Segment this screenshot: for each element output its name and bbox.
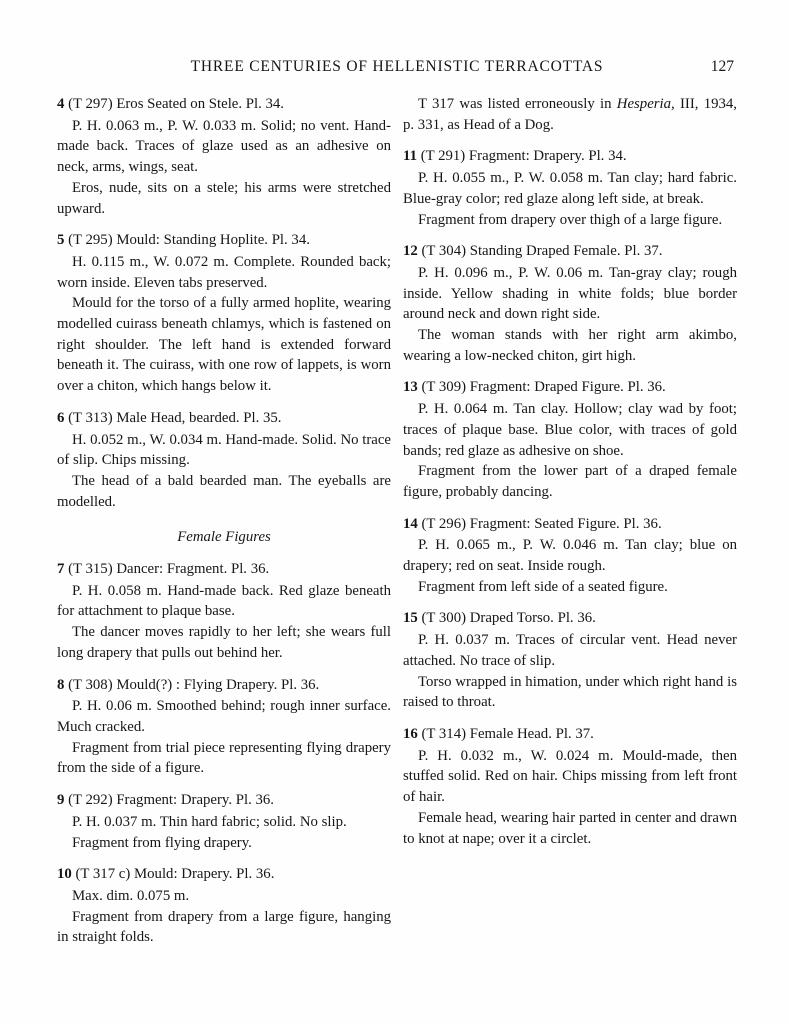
entry-paragraph: The dancer moves rapidly to her left; she wears full long drapery that pulls out behind her. xyxy=(57,624,391,661)
entry-paragraph: P. H. 0.032 m., W. 0.024 m. Mould-made, then stuffed solid. Red on hair. Chips missing from left front of hair. xyxy=(403,747,737,806)
entry-paragraph: The head of a bald bearded man. The eyeballs are modelled. xyxy=(57,472,391,510)
entry-number: 12 xyxy=(403,243,418,260)
entry-heading xyxy=(403,514,737,535)
entry-number: 7 xyxy=(57,561,65,578)
entry-paragraph: Fragment from the lower part of a draped female figure, probably dancing. xyxy=(403,463,737,500)
entry-paragraph: Fragment from left side of a seated figure. xyxy=(418,578,668,595)
entry-number: 13 xyxy=(403,379,418,396)
entry-paragraph: Torso wrapped in himation, under which right hand is raised to throat. xyxy=(403,673,737,711)
entry-title: (T 309) Fragment: Draped Figure. Pl. 36. xyxy=(421,379,666,396)
entry-7 xyxy=(57,559,391,664)
entry-number: 8 xyxy=(57,676,65,693)
continuation-pre: T 317 was listed erroneously in xyxy=(418,96,617,112)
entry-paragraph: Fragment from flying drapery. xyxy=(72,834,252,851)
entry-title: (T 295) Mould: Standing Hoplite. Pl. 34. xyxy=(68,232,310,249)
entry-heading xyxy=(57,790,391,811)
entry-number: 15 xyxy=(403,610,418,627)
continuation-paragraph xyxy=(403,94,737,135)
entry-heading xyxy=(403,377,737,398)
entry-paragraph: P. H. 0.058 m. Hand-made back. Red glaze beneath for attachment to plaque base. xyxy=(57,582,391,620)
entry-paragraph: P. H. 0.096 m., P. W. 0.06 m. Tan-gray clay; rough inside. Yellow shading in white folds; blue border around neck and down right side. xyxy=(403,264,737,323)
entry-paragraph: P. H. 0.06 m. Smoothed behind; rough inner surface. Much cracked. xyxy=(57,698,391,735)
entry-paragraph: P. H. 0.055 m., P. W. 0.058 m. Tan clay; hard fabric. Blue-gray color; red glaze along left side, at break. xyxy=(403,170,737,207)
entry-paragraph: Eros, nude, sits on a stele; his arms were stretched upward. xyxy=(57,179,391,217)
column-right xyxy=(403,94,737,948)
entry-paragraph: Female head, wearing hair parted in center and drawn to knot at nape; over it a circlet. xyxy=(403,809,737,847)
entry-title: (T 308) Mould(?) : Flying Drapery. Pl. 36. xyxy=(68,676,320,693)
entry-paragraph: P. H. 0.063 m., P. W. 0.033 m. Solid; no vent. Hand-made back. Traces of glaze used as an adhesive on neck, arms, wings, seat. xyxy=(57,117,391,176)
entry-paragraph: Max. dim. 0.075 m. xyxy=(72,887,190,904)
entry-paragraph: Fragment from trial piece representing flying drapery from the side of a figure. xyxy=(57,739,391,777)
entry-title: (T 297) Eros Seated on Stele. Pl. 34. xyxy=(68,96,285,112)
entry-number: 10 xyxy=(57,866,72,883)
page-number: 127 xyxy=(710,58,734,75)
entry-5 xyxy=(57,230,391,397)
entry-title: (T 314) Female Head. Pl. 37. xyxy=(421,725,594,742)
entry-4 xyxy=(57,94,391,219)
entry-8 xyxy=(57,675,391,780)
entry-number: 14 xyxy=(403,515,418,532)
entry-number: 9 xyxy=(57,792,65,809)
entry-paragraph: P. H. 0.037 m. Traces of circular vent. Head never attached. No trace of slip. xyxy=(403,632,737,669)
entry-number: 4 xyxy=(57,96,65,112)
entry-heading xyxy=(57,864,391,885)
entry-heading xyxy=(403,724,737,745)
entry-13 xyxy=(403,377,737,502)
entry-title: (T 304) Standing Draped Female. Pl. 37. xyxy=(421,243,663,260)
entry-title: (T 291) Fragment: Drapery. Pl. 34. xyxy=(420,148,627,165)
running-head xyxy=(57,58,737,80)
entry-paragraph: Mould for the torso of a fully armed hoplite, wearing modelled cuirass beneath chlamys, which is fastened on right shoulder. The left hand is extended forward beneath it. The cuirass, with one row of lappets, is worn over a chiton, which hangs below it. xyxy=(57,295,391,395)
entry-9 xyxy=(57,790,391,853)
column-left xyxy=(57,94,391,948)
entry-paragraph: H. 0.115 m., W. 0.072 m. Complete. Rounded back; worn inside. Eleven tabs preserved. xyxy=(57,253,391,291)
entry-number: 11 xyxy=(403,148,417,165)
continuation-post: III, 1934, p. 331, as Head of a Dog. xyxy=(403,96,737,133)
entry-paragraph: P. H. 0.037 m. Thin hard fabric; solid. No slip. xyxy=(72,813,347,830)
entry-heading xyxy=(57,559,391,580)
entry-heading xyxy=(57,230,391,251)
entry-title: (T 300) Draped Torso. Pl. 36. xyxy=(421,610,596,627)
entry-15 xyxy=(403,608,737,713)
entry-14 xyxy=(403,514,737,598)
entry-heading xyxy=(403,241,737,262)
entry-title: (T 313) Male Head, bearded. Pl. 35. xyxy=(68,409,282,426)
entry-title: (T 296) Fragment: Seated Figure. Pl. 36. xyxy=(421,515,662,532)
entry-heading xyxy=(57,94,391,115)
entry-heading xyxy=(57,408,391,429)
entry-12 xyxy=(403,241,737,366)
entry-heading xyxy=(403,608,737,629)
entry-paragraph: H. 0.052 m., W. 0.034 m. Hand-made. Solid. No trace of slip. Chips missing. xyxy=(57,431,391,469)
page-title: THREE CENTURIES OF HELLENISTIC TERRACOTTAS xyxy=(190,58,604,75)
entry-paragraph: The woman stands with her right arm akimbo, wearing a low-necked chiton, girt high. xyxy=(403,327,737,364)
section-heading-female-figures: Female Figures xyxy=(177,529,271,546)
entry-10 xyxy=(57,864,391,948)
entry-paragraph: Fragment from drapery from a large figure, hanging in straight folds. xyxy=(57,908,391,946)
entry-number: 16 xyxy=(403,725,418,742)
entry-heading xyxy=(403,146,737,167)
entry-number: 5 xyxy=(57,232,65,249)
entry-11 xyxy=(403,146,737,230)
entry-number: 6 xyxy=(57,409,65,426)
entry-title: (T 317 c) Mould: Drapery. Pl. 36. xyxy=(75,866,275,883)
entry-6 xyxy=(57,408,391,513)
text-columns xyxy=(57,94,737,948)
entry-heading xyxy=(57,675,391,696)
entry-paragraph: Fragment from drapery over thigh of a large figure. xyxy=(418,211,723,228)
cited-journal: Hesperia, xyxy=(616,96,675,112)
entry-title: (T 315) Dancer: Fragment. Pl. 36. xyxy=(68,561,270,578)
entry-16 xyxy=(403,724,737,849)
entry-paragraph: P. H. 0.064 m. Tan clay. Hollow; clay wad by foot; traces of plaque base. Blue color, with traces of gold bands; red glaze as adhesive on shoe. xyxy=(403,401,737,459)
entry-title: (T 292) Fragment: Drapery. Pl. 36. xyxy=(68,792,274,809)
entry-paragraph: P. H. 0.065 m., P. W. 0.046 m. Tan clay; blue on drapery; red on seat. Inside rough. xyxy=(403,537,737,575)
